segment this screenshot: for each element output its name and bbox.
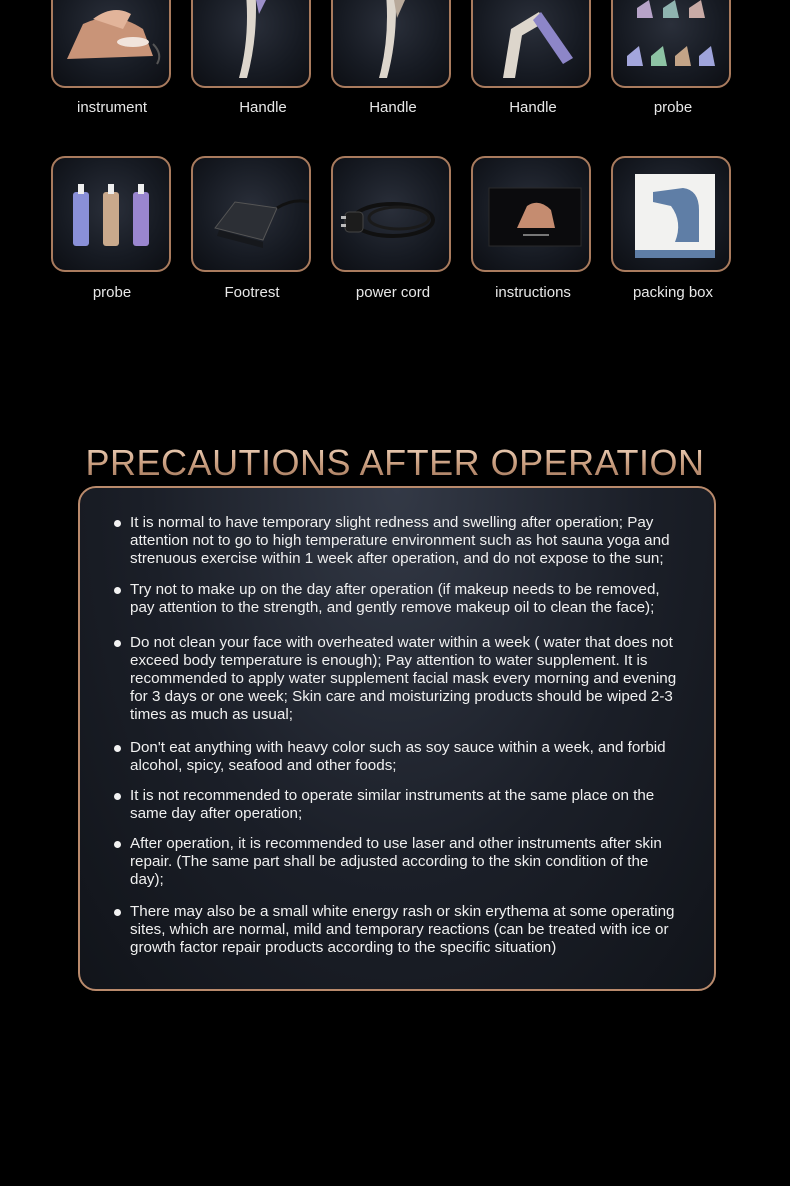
bullet-icon — [114, 640, 121, 647]
product-tile-footrest — [191, 156, 311, 272]
box-icon — [613, 158, 729, 270]
product-tile-handle — [191, 0, 311, 88]
precautions-panel — [78, 486, 716, 991]
precaution-text: It is not recommended to operate similar instruments at the same place on the same day after operation; — [130, 787, 655, 822]
bullet-icon — [114, 520, 121, 527]
product-label: Handle — [239, 99, 287, 116]
list-item — [130, 634, 682, 724]
probe-cartridges-icon — [53, 158, 169, 270]
precaution-text: There may also be a small white energy rash or skin erythema at some operating sites, which are normal, mild and temporary reactions (can be treated with ice or growth factor repair products according to the specific situation) — [130, 903, 675, 956]
manual-icon — [473, 158, 589, 270]
angled-handle-icon — [473, 0, 589, 86]
product-tile-handle — [331, 0, 451, 88]
power-cord-icon — [333, 158, 449, 270]
product-tile-instructions — [471, 156, 591, 272]
bullet-icon — [114, 745, 121, 752]
precaution-text: Don't eat anything with heavy color such as soy sauce within a week, and forbid alcohol, spicy, seafood and other foods; — [130, 739, 666, 774]
bullet-icon — [114, 793, 121, 800]
list-item — [130, 581, 682, 617]
rose-gold-device-icon — [53, 0, 169, 86]
precaution-text: It is normal to have temporary slight redness and swelling after operation; Pay attention not to go to high temperature environment such as hot sauna yoga and strenuous exercise within 1 week after operation, and do not expose to the sun; — [130, 514, 670, 567]
product-label: Handle — [369, 99, 417, 116]
product-tile-instrument — [51, 0, 171, 88]
section-title: PRECAUTIONS AFTER OPERATION — [0, 442, 790, 484]
bullet-icon — [114, 587, 121, 594]
bullet-icon — [114, 909, 121, 916]
product-label: packing box — [632, 284, 714, 301]
precaution-text: Do not clean your face with overheated water within a week ( water that does not exceed body temperature is enough); Pay attention to water supplement. It is recommended to apply water supplement facial mask every morning and evening for 3 days or one week; Skin care and moisturizing products should be wiped 2-3 times as much as usual; — [130, 634, 677, 723]
product-tile-handle-angled — [471, 0, 591, 88]
product-label: instrument — [76, 99, 148, 116]
list-item — [130, 739, 682, 775]
product-tile-power-cord — [331, 156, 451, 272]
precaution-text: After operation, it is recommended to use laser and other instruments after skin repair. (The same part shall be adjusted according to the skin condition of the day); — [130, 835, 662, 888]
product-tile-probe-tips — [611, 0, 731, 88]
product-label: Footrest — [224, 284, 280, 301]
product-tile-probe-cartridges — [51, 156, 171, 272]
product-label: instructions — [495, 284, 571, 301]
precaution-text: Try not to make up on the day after operation (if makeup needs to be removed, pay attention to the strength, and gently remove makeup oil to clean the face); — [130, 581, 660, 616]
list-item — [130, 835, 682, 889]
product-tile-packing-box — [611, 156, 731, 272]
probe-tips-icon — [613, 0, 729, 86]
list-item — [130, 514, 682, 568]
list-item — [130, 903, 682, 957]
product-label: probe — [92, 284, 132, 301]
product-label: probe — [653, 99, 693, 116]
product-label: power cord — [355, 284, 431, 301]
foot-pedal-icon — [193, 158, 309, 270]
handle-icon — [333, 0, 449, 86]
bullet-icon — [114, 841, 121, 848]
list-item — [130, 787, 682, 823]
handle-icon — [193, 0, 309, 86]
product-label: Handle — [509, 99, 557, 116]
